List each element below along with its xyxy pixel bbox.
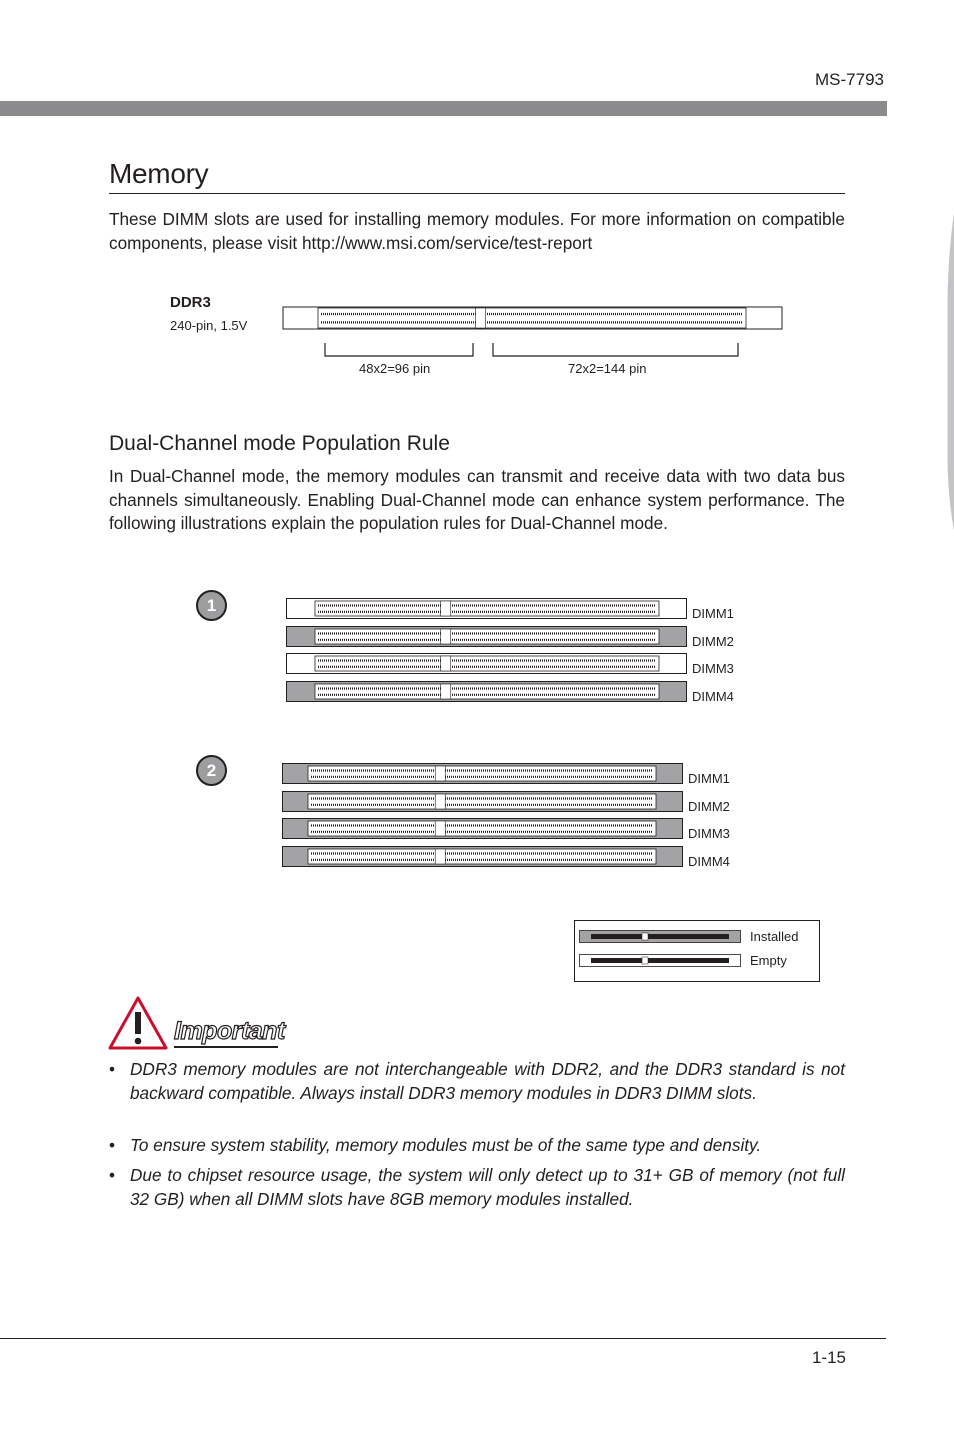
dimm-slot-label: DIMM2 — [688, 798, 730, 814]
model-number: MS-7793 — [815, 70, 884, 89]
page-title: Memory — [109, 158, 209, 189]
legend-empty-label: Empty — [750, 953, 787, 968]
title-divider — [109, 193, 845, 194]
dimm-slot-label: DIMM3 — [692, 661, 734, 676]
dimm-slot-label: DIMM4 — [692, 688, 734, 704]
dimm-slot-label: DIMM4 — [688, 853, 730, 869]
config-2-slot-dimm2 — [282, 791, 683, 813]
warning-icon — [108, 996, 168, 1050]
config-2-slot-dimm1 — [282, 763, 683, 785]
bullet-text: Due to chipset resource usage, the system will only detect up to 31+ GB of memory (not full 32 GB) when all DIMM slots have 8GB memory modules installed. — [130, 1165, 845, 1209]
page-number: 1-15 — [811, 1348, 846, 1367]
important-underline — [174, 1046, 278, 1048]
important-heading: Important — [174, 1017, 285, 1045]
config-2-badge: 2 — [196, 755, 227, 786]
ddr3-slot-diagram — [280, 300, 785, 370]
config-2-slot-dimm3 — [282, 818, 683, 840]
dimm-slot-label: DIMM1 — [688, 771, 730, 786]
ddr3-spec: 240-pin, 1.5V — [170, 318, 248, 333]
legend-installed-swatch — [579, 930, 741, 944]
dimm-slot-label: DIMM3 — [688, 826, 730, 841]
config-1-slot-dimm2 — [286, 626, 687, 648]
config-1-badge: 1 — [196, 590, 227, 621]
important-bullet: • Due to chipset resource usage, the system will only detect up to 31+ GB of memory (not full 32 GB) when all DIMM slots have 8GB memory modules installed. — [109, 1164, 845, 1211]
chapter-tab — [887, 0, 954, 1432]
legend-empty-swatch — [579, 954, 741, 968]
pin-count-left: 48x2=96 pin — [359, 361, 431, 376]
dimm-slot-label: DIMM1 — [692, 606, 734, 621]
bullet-text: To ensure system stability, memory modules must be of the same type and density. — [130, 1135, 762, 1155]
important-bullet: • To ensure system stability, memory modules must be of the same type and density. — [109, 1134, 845, 1158]
legend-installed-label: Installed — [750, 929, 799, 944]
chapter-tab-label: Chapter 1 — [891, 372, 921, 491]
dual-channel-title: Dual-Channel mode Population Rule — [109, 432, 450, 455]
dual-channel-paragraph: In Dual-Channel mode, the memory modules can transmit and receive data with two data bus channels simultaneously. Enabling Dual-Channel mode can enhance system performance. The following illustrations explain the population rules for Dual-Channel mode. — [109, 466, 845, 533]
pin-count-right: 72x2=144 pin — [568, 361, 647, 376]
ddr3-label: DDR3 — [170, 294, 211, 311]
important-bullet: • DDR3 memory modules are not interchangeable with DDR2, and the DDR3 standard is not backward compatible. Always install DDR3 memory modules in DDR3 DIMM slots. — [109, 1058, 845, 1105]
config-2-slot-dimm4 — [282, 846, 683, 868]
footer-divider — [0, 1338, 886, 1339]
bullet-text: DDR3 memory modules are not interchangeable with DDR2, and the DDR3 standard is not backward compatible. Always install DDR3 memory modules in DDR3 DIMM slots. — [130, 1059, 845, 1103]
config-1-slot-dimm1 — [286, 598, 687, 620]
dimm-slot-label: DIMM2 — [692, 633, 734, 649]
header-bar — [0, 101, 887, 116]
intro-paragraph: These DIMM slots are used for installing memory modules. For more information on compatible components, please visit http://www.msi.com/service/test-report — [109, 209, 845, 253]
config-1-slot-dimm4 — [286, 681, 687, 703]
config-1-slot-dimm3 — [286, 653, 687, 675]
